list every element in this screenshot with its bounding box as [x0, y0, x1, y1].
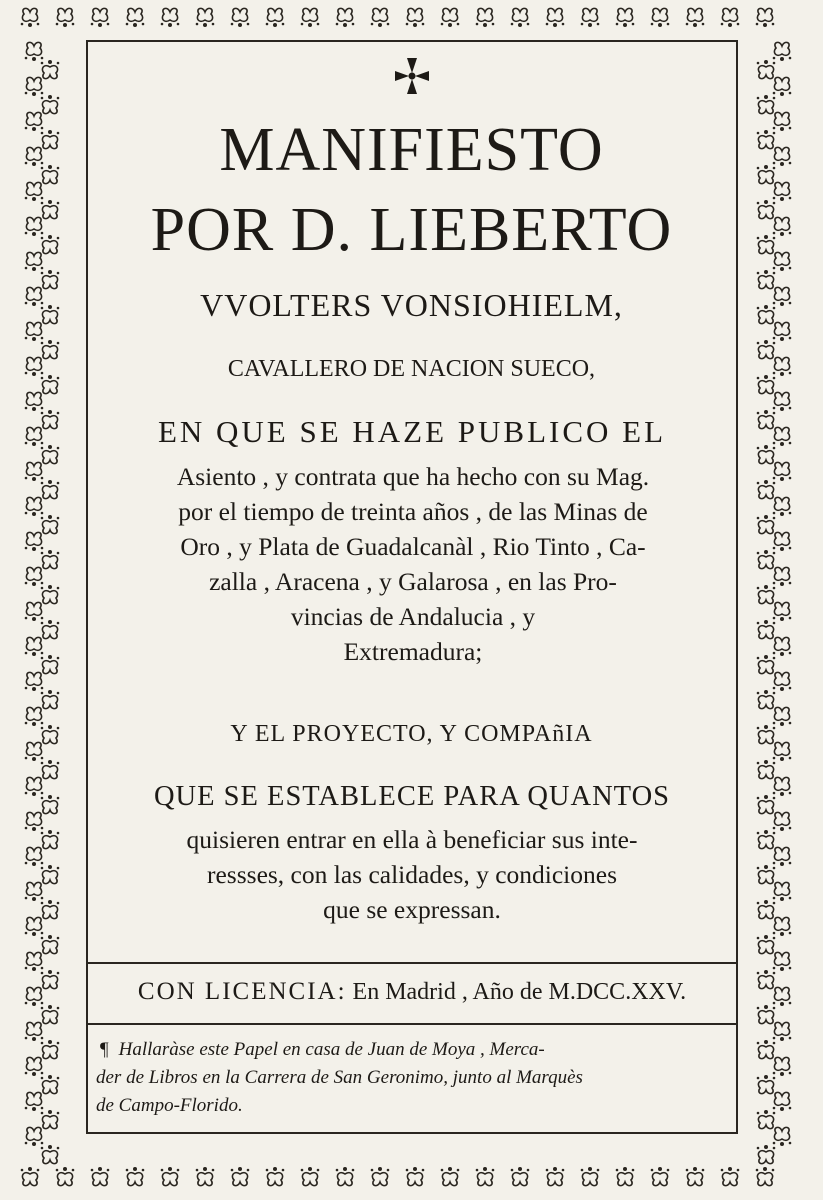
fleuron-ornament [757, 935, 776, 954]
fleuron-ornament [773, 987, 792, 1006]
body-line: por el tiempo de treinta años , de las Minas de [178, 497, 648, 526]
fleuron-ornament [25, 532, 44, 551]
fleuron-ornament [336, 8, 355, 27]
divider-rule [86, 1023, 738, 1025]
fleuron-ornament [773, 602, 792, 621]
fleuron-ornament [757, 690, 776, 709]
fleuron-ornament [25, 497, 44, 516]
fleuron-ornament [41, 550, 60, 569]
fleuron-ornament [773, 637, 792, 656]
fleuron-ornament [336, 1167, 355, 1186]
fleuron-ornament [773, 497, 792, 516]
fleuron-ornament [757, 970, 776, 989]
fleuron-ornament [757, 795, 776, 814]
fleuron-ornament [126, 1167, 145, 1186]
body-paragraph-2 [86, 822, 738, 927]
fleuron-ornament [161, 8, 180, 27]
fleuron-ornament [41, 900, 60, 919]
fleuron-ornament [41, 690, 60, 709]
license-caps: CON LICENCIA: [137, 978, 347, 1005]
divider-rule [86, 962, 738, 964]
title-line-2: POR D. LIEBERTO [150, 196, 673, 264]
rank-line: CAVALLERO DE NACION SUECO, [227, 356, 596, 382]
fleuron-ornament [301, 1167, 320, 1186]
fleuron-ornament [41, 270, 60, 289]
fleuron-ornament [756, 8, 775, 27]
body-line: zalla , Aracena , y Galarosa , en las Pro- [209, 567, 617, 596]
fleuron-ornament [41, 655, 60, 674]
fleuron-ornament [371, 8, 390, 27]
fleuron-ornament [21, 1167, 40, 1186]
fleuron-ornament [91, 8, 110, 27]
fleuron-ornament [25, 987, 44, 1006]
fleuron-ornament [757, 550, 776, 569]
fleuron-ornament [773, 1127, 792, 1146]
fleuron-ornament [773, 1057, 792, 1076]
body-line: Extremadura; [343, 637, 483, 666]
fleuron-ornament [757, 760, 776, 779]
fleuron-ornament [773, 322, 792, 341]
fleuron-ornament [721, 8, 740, 27]
fleuron-ornament [25, 882, 44, 901]
fleuron-ornament [266, 1167, 285, 1186]
fleuron-ornament [25, 77, 44, 96]
fleuron-ornament [41, 1110, 60, 1129]
fleuron-ornament [161, 1167, 180, 1186]
fleuron-ornament [41, 515, 60, 534]
fleuron-ornament [773, 882, 792, 901]
fleuron-ornament [757, 1145, 776, 1164]
fleuron-ornament [651, 1167, 670, 1186]
fleuron-ornament [616, 8, 635, 27]
fleuron-ornament [773, 427, 792, 446]
fleuron-ornament [476, 8, 495, 27]
fleuron-ornament [25, 1127, 44, 1146]
fleuron-ornament [441, 1167, 460, 1186]
fleuron-ornament [56, 8, 75, 27]
fleuron-ornament [546, 1167, 565, 1186]
fleuron-ornament [41, 795, 60, 814]
fleuron-ornament [41, 1075, 60, 1094]
fleuron-ornament [41, 585, 60, 604]
fleuron-ornament [773, 777, 792, 796]
fleuron-ornament [773, 1022, 792, 1041]
fleuron-ornament [41, 60, 60, 79]
body-line: Asiento , y contrata que ha hecho con su Mag. [176, 462, 650, 491]
project-line: Y EL PROYECTO, Y COMPAñIA [230, 721, 593, 747]
name-line: VVOLTERS VONSIOHIELM, [200, 287, 623, 323]
cross-patty-icon [393, 56, 431, 96]
fleuron-ornament [773, 1092, 792, 1111]
imprint-line: Hallaràse este Papel en casa de Juan de Moya , Merca- [118, 1039, 545, 1060]
body-paragraph-1 [84, 459, 742, 669]
fleuron-ornament [25, 1057, 44, 1076]
fleuron-ornament [773, 952, 792, 971]
fleuron-ornament [773, 462, 792, 481]
imprint-line: der de Libros en la Carrera de San Geronimo, junto al Marquès [96, 1067, 583, 1088]
subject-line: EN QUE SE HAZE PUBLICO EL [157, 414, 667, 449]
fleuron-ornament [757, 1005, 776, 1024]
fleuron-ornament [25, 567, 44, 586]
fleuron-ornament [757, 620, 776, 639]
fleuron-ornament [56, 1167, 75, 1186]
fleuron-ornament [25, 952, 44, 971]
establish-line: QUE SE ESTABLECE PARA QUANTOS [153, 781, 671, 812]
fleuron-ornament [686, 8, 705, 27]
fleuron-ornament [757, 480, 776, 499]
fleuron-ornament [773, 812, 792, 831]
fleuron-ornament [406, 8, 425, 27]
fleuron-ornament [651, 8, 670, 27]
pilcrow-icon: ¶ [100, 1039, 109, 1060]
fleuron-ornament [616, 1167, 635, 1186]
fleuron-ornament [231, 1167, 250, 1186]
fleuron-ornament [757, 270, 776, 289]
fleuron-ornament [476, 1167, 495, 1186]
fleuron-ornament [231, 8, 250, 27]
fleuron-ornament [25, 322, 44, 341]
fleuron-ornament [25, 427, 44, 446]
fleuron-ornament [757, 830, 776, 849]
fleuron-ornament [371, 1167, 390, 1186]
fleuron-ornament [196, 8, 215, 27]
fleuron-ornament [757, 1110, 776, 1129]
fleuron-ornament [757, 865, 776, 884]
fleuron-ornament [196, 1167, 215, 1186]
body-line: vincias de Andalucia , y [290, 602, 536, 631]
fleuron-ornament [25, 812, 44, 831]
fleuron-ornament [25, 462, 44, 481]
fleuron-ornament [25, 672, 44, 691]
fleuron-ornament [757, 60, 776, 79]
fleuron-ornament [757, 585, 776, 604]
fleuron-ornament [773, 672, 792, 691]
fleuron-ornament [25, 1022, 44, 1041]
fleuron-ornament [757, 515, 776, 534]
fleuron-ornament [757, 900, 776, 919]
license-line [86, 978, 738, 1006]
fleuron-ornament [41, 865, 60, 884]
fleuron-ornament [41, 1040, 60, 1059]
title-line-1: MANIFIESTO [219, 116, 604, 184]
fleuron-ornament [25, 917, 44, 936]
fleuron-ornament [511, 1167, 530, 1186]
fleuron-ornament [41, 1145, 60, 1164]
fleuron-ornament [773, 392, 792, 411]
fleuron-ornament [773, 532, 792, 551]
license-place-date: En Madrid , Año de M.DCC.XXV. [352, 979, 687, 1005]
body-line: que se expressan. [323, 895, 501, 924]
fleuron-ornament [41, 410, 60, 429]
fleuron-ornament [686, 1167, 705, 1186]
fleuron-ornament [25, 777, 44, 796]
fleuron-ornament [581, 8, 600, 27]
fleuron-ornament [441, 8, 460, 27]
fleuron-ornament [757, 445, 776, 464]
fleuron-ornament [266, 8, 285, 27]
fleuron-ornament [511, 8, 530, 27]
fleuron-ornament [773, 77, 792, 96]
fleuron-ornament [757, 410, 776, 429]
fleuron-ornament [126, 8, 145, 27]
fleuron-ornament [301, 8, 320, 27]
body-line: Oro , y Plata de Guadalcanàl , Rio Tinto , Ca- [180, 532, 646, 561]
fleuron-ornament [757, 1040, 776, 1059]
fleuron-ornament [756, 1167, 775, 1186]
fleuron-ornament [757, 655, 776, 674]
fleuron-ornament [25, 847, 44, 866]
fleuron-ornament [21, 8, 40, 27]
imprint [96, 1036, 720, 1120]
fleuron-ornament [721, 1167, 740, 1186]
fleuron-ornament [41, 760, 60, 779]
fleuron-ornament [41, 1005, 60, 1024]
fleuron-ornament [773, 847, 792, 866]
fleuron-ornament [41, 970, 60, 989]
fleuron-ornament [25, 637, 44, 656]
body-line: quisieren entrar en ella à beneficiar sus inte- [186, 825, 638, 854]
fleuron-ornament [41, 445, 60, 464]
fleuron-ornament [406, 1167, 425, 1186]
fleuron-ornament [25, 1092, 44, 1111]
fleuron-ornament [25, 392, 44, 411]
fleuron-ornament [773, 917, 792, 936]
fleuron-ornament [25, 602, 44, 621]
fleuron-ornament [41, 95, 60, 114]
fleuron-ornament [25, 42, 44, 61]
fleuron-ornament [581, 1167, 600, 1186]
fleuron-ornament [41, 935, 60, 954]
fleuron-ornament [41, 830, 60, 849]
fleuron-ornament [41, 480, 60, 499]
fleuron-ornament [546, 8, 565, 27]
imprint-line: de Campo-Florido. [96, 1095, 243, 1116]
fleuron-ornament [41, 620, 60, 639]
fleuron-ornament [757, 95, 776, 114]
fleuron-ornament [773, 567, 792, 586]
fleuron-ornament [757, 1075, 776, 1094]
body-line: ressses, con las calidades, y condiciones [206, 860, 617, 889]
fleuron-ornament [773, 42, 792, 61]
fleuron-ornament [91, 1167, 110, 1186]
